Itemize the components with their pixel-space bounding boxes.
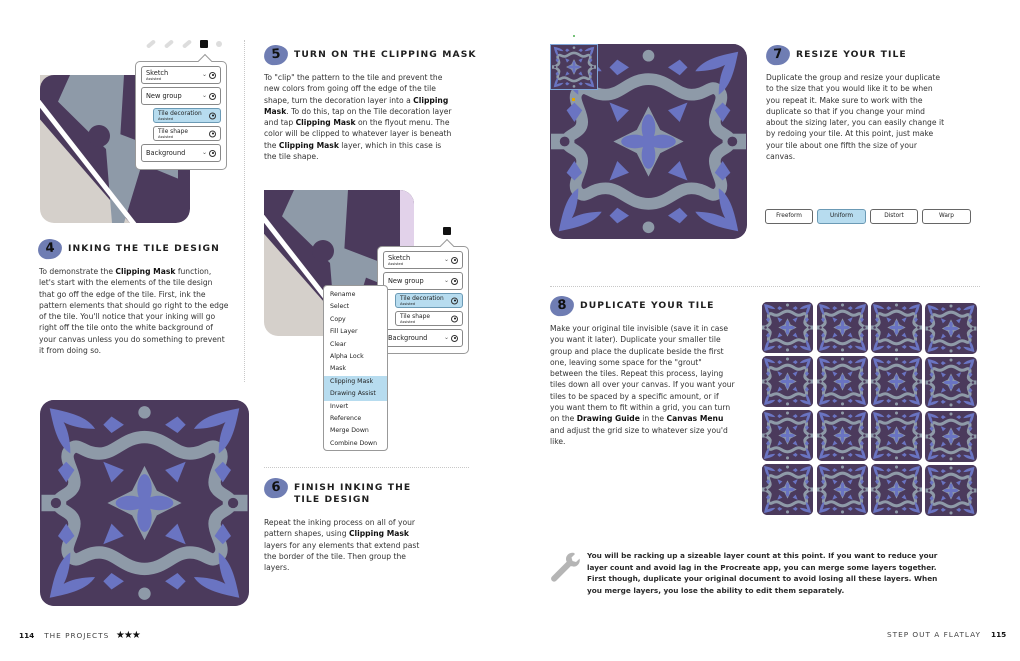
step-badge: 6 <box>263 477 288 499</box>
layer-sketch[interactable]: Sketch Assisted ⌄ <box>383 251 463 269</box>
section-divider <box>550 286 980 287</box>
step-8-heading <box>550 296 715 316</box>
layer-tile-decoration[interactable]: Tile decoration Assisted <box>153 108 221 123</box>
chevron-down-icon[interactable]: ⌄ <box>443 334 449 341</box>
layer-options-menu <box>323 285 388 451</box>
step-title: RESIZE YOUR TILE <box>796 49 907 60</box>
toolbar <box>146 40 222 48</box>
layer-background[interactable]: Background ⌄ <box>383 329 463 347</box>
section-divider <box>264 467 469 468</box>
step-badge: 4 <box>37 238 62 260</box>
freeform-button[interactable]: Freeform <box>765 209 813 224</box>
column-divider <box>244 40 245 382</box>
layer-new-group[interactable]: New group ⌄ <box>141 87 221 105</box>
step-badge: 5 <box>263 44 288 66</box>
visibility-checkbox[interactable] <box>209 93 216 100</box>
visibility-checkbox[interactable] <box>451 278 458 285</box>
tile-grid-image <box>762 302 979 517</box>
chevron-down-icon[interactable]: ⌄ <box>443 256 449 263</box>
menu-item-combine-down[interactable]: Combine Down <box>330 439 378 447</box>
menu-item-fill-layer[interactable]: Fill Layer <box>330 328 358 336</box>
step-title: TURN ON THE CLIPPING MASK <box>294 49 477 60</box>
layer-sketch[interactable]: Sketch Assisted ⌄ <box>141 66 221 84</box>
step-badge: 7 <box>765 44 790 66</box>
chevron-down-icon[interactable]: ⌄ <box>443 277 449 284</box>
step-8-text: Make your original tile invisible (save it in case you want it later). Duplicate your smaller tile group and place the duplicate beside the first one, leaving some space for the "grout" between the tiles. Repeat this process, laying tiles down all over your canvas. If you want your tiles to be spaced by a specific amount, or if you want them to fit within a grid, you can turn on the Drawing Guide in the Canvas Menu and adjust the grid size to whatever size you'd like. <box>550 324 735 446</box>
visibility-checkbox[interactable] <box>209 112 216 119</box>
step-5-heading <box>264 45 477 65</box>
chevron-down-icon[interactable]: ⌄ <box>201 92 207 99</box>
layers-icon[interactable] <box>443 227 451 235</box>
tip-text: You will be racking up a sizeable layer count at this point. If you want to reduce your layer count and avoid lag in the Procreate app, you can merge some layers together. First though, duplicate your original document to avoid losing all these layers. When you merge layers, you lose the ability to edit them separately. <box>587 551 938 595</box>
layers-panel <box>377 246 469 354</box>
visibility-checkbox[interactable] <box>209 150 216 157</box>
step-title: FINISH INKING THE TILE DESIGN <box>294 482 412 505</box>
menu-item-alpha-lock[interactable]: Alpha Lock <box>330 352 364 360</box>
resized-duplicate-tile[interactable] <box>550 44 598 90</box>
menu-item-drawing-assist[interactable]: Drawing Assist <box>324 388 387 400</box>
eraser-icon[interactable] <box>182 39 192 48</box>
menu-item-invert[interactable]: Invert <box>330 402 349 410</box>
visibility-checkbox[interactable] <box>451 297 458 304</box>
right-footer <box>887 630 1006 639</box>
step-7-text: Duplicate the group and resize your duplicate to the size that you would like it to be when you repeat it. Make sure to work with the duplicate so that if you change your mind about the sizing later, you can easily change it by redoing your tile. At this point, just make your tile about one fifth the size of your canvas. <box>766 73 945 162</box>
layer-tile-decoration[interactable]: Tile decoration Assisted <box>395 293 463 308</box>
difficulty-stars-icon: ★★★ <box>115 630 140 641</box>
menu-item-rename[interactable]: Rename <box>330 291 356 298</box>
finished-tile-image <box>40 400 249 606</box>
layer-tile-shape[interactable]: Tile shape Assisted <box>153 126 221 141</box>
menu-item-clear[interactable]: Clear <box>330 340 347 348</box>
color-dot-icon[interactable] <box>216 41 222 47</box>
visibility-checkbox[interactable] <box>451 315 458 322</box>
section-name: THE PROJECTS <box>44 631 110 640</box>
step-6-heading <box>264 478 411 506</box>
step-title: INKING THE TILE DESIGN <box>68 243 220 254</box>
menu-item-reference[interactable]: Reference <box>330 414 362 422</box>
section-name: STEP OUT A FLATLAY <box>887 630 982 639</box>
layers-panel <box>135 61 227 170</box>
visibility-checkbox[interactable] <box>209 130 216 137</box>
layer-new-group[interactable]: New group ⌄ <box>383 272 463 290</box>
step-4-heading <box>38 239 220 259</box>
chevron-down-icon[interactable]: ⌄ <box>201 149 207 156</box>
menu-item-merge-down[interactable]: Merge Down <box>330 427 369 435</box>
menu-item-clipping-mask[interactable]: Clipping Mask <box>324 376 387 388</box>
step-4-text: To demonstrate the Clipping Mask function, let's start with the elements of the tile design that go off the edge of the tile. First, ink the pattern elements that should go right to the edge of the tile. You'll notice that your inking will go right off the tile onto the white background of your canvas unless you do something to prevent it from doing so. <box>39 267 229 356</box>
step-6-text: Repeat the inking process on all of your pattern shapes, using Clipping Mask layers for any elements that extend past the border of the tile. Then group the layers. <box>264 518 420 573</box>
uniform-button[interactable]: Uniform <box>817 209 866 224</box>
warp-button[interactable]: Warp <box>922 209 971 224</box>
menu-item-mask[interactable]: Mask <box>330 365 346 373</box>
layers-icon[interactable] <box>200 40 208 48</box>
layer-background[interactable]: Background ⌄ <box>141 144 221 162</box>
brush-icon[interactable] <box>146 39 156 48</box>
visibility-checkbox[interactable] <box>209 72 216 79</box>
distort-button[interactable]: Distort <box>870 209 918 224</box>
rotation-handle[interactable] <box>573 35 575 37</box>
menu-item-copy[interactable]: Copy <box>330 315 346 323</box>
resize-handle[interactable] <box>572 98 575 101</box>
page-number: 114 <box>19 631 35 640</box>
wrench-icon <box>548 550 582 584</box>
menu-item-select[interactable]: Select <box>330 303 350 311</box>
step-title: DUPLICATE YOUR TILE <box>580 300 715 311</box>
step-5-text: To "clip" the pattern to the tile and prevent the new colors from going off the edge of the tile shape, turn the decoration layer into a Clipping Mask. To do this, tap on the Tile decoration layer and tap Clipping Mask on the flyout menu. The color will be clipped to whatever layer is beneath the Clipping Mask layer, which in this case is the tile shape. <box>264 73 452 162</box>
chevron-down-icon[interactable]: ⌄ <box>201 71 207 78</box>
left-footer <box>19 630 140 641</box>
step-badge: 8 <box>549 295 574 317</box>
visibility-checkbox[interactable] <box>451 335 458 342</box>
layer-tile-shape[interactable]: Tile shape Assisted <box>395 311 463 326</box>
smudge-icon[interactable] <box>164 39 174 48</box>
visibility-checkbox[interactable] <box>451 257 458 264</box>
page-number: 115 <box>991 630 1007 639</box>
step-7-heading <box>766 45 907 65</box>
